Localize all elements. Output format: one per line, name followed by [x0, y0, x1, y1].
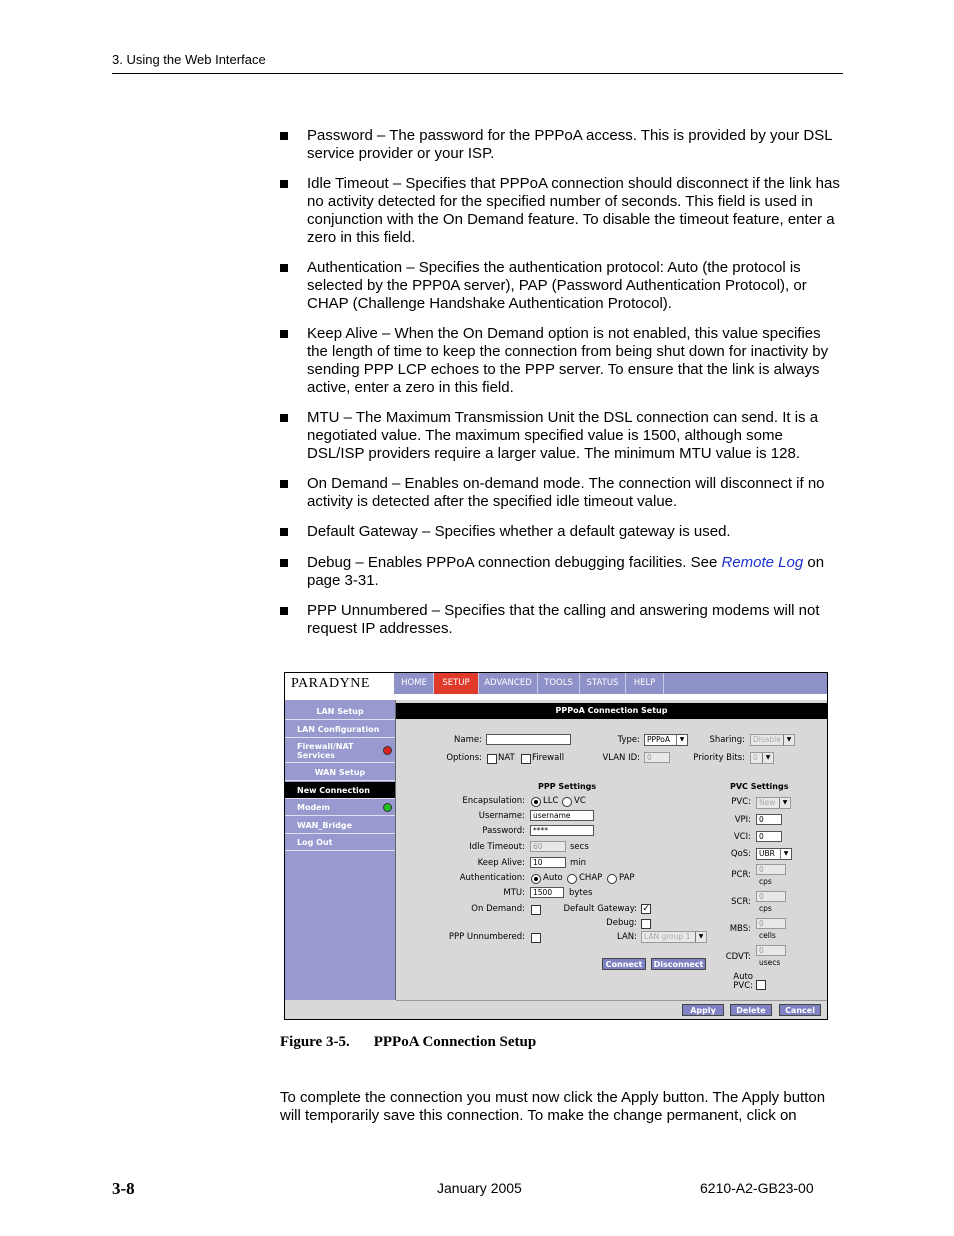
nat-checkbox[interactable]: [487, 754, 497, 764]
sidebar-item-lan-setup[interactable]: LAN Setup: [285, 703, 395, 720]
sidebar-item-firewall-nat[interactable]: Firewall/NAT Services: [285, 739, 395, 763]
sidebar-item-wan-setup[interactable]: WAN Setup: [285, 764, 395, 781]
lan-select[interactable]: LAN group 1 ▼: [641, 931, 707, 943]
type-select[interactable]: PPPoA ▼: [644, 734, 688, 746]
sidebar: [285, 700, 396, 1000]
bullet-square-icon: [280, 414, 288, 422]
sidebar-item-wan-bridge[interactable]: WAN_Bridge: [285, 817, 395, 834]
default-gateway-label: Default Gateway:: [563, 904, 637, 914]
bullet-on-demand: On Demand – Enables on-demand mode. The connection will disconnect if no activity is detected after the specified idle timeout value.: [280, 475, 840, 511]
ppp-settings-heading: PPP Settings: [538, 782, 597, 791]
bullet-square-icon: [280, 330, 288, 338]
username-field[interactable]: username: [530, 810, 594, 821]
bullet-idle-timeout: Idle Timeout – Specifies that PPPoA connection should disconnect if the link has no activity detected for the specified number of seconds. This field is used in conjunction with the On Demand feature. To disable the timeout feature, enter a zero in this field.: [280, 175, 840, 247]
sharing-label: Sharing:: [709, 735, 745, 745]
idle-timeout-field[interactable]: 60: [530, 841, 566, 852]
pvc-settings-heading: PVC Settings: [730, 782, 789, 791]
min-unit: min: [570, 858, 587, 868]
bullet-authentication: Authentication – Specifies the authentication protocol: Auto (the protocol is selected by the PPP0A server), PAP (Password Authentication Protocol), or CHAP (Challenge Handshake Authentication Protocol).: [280, 259, 840, 313]
cdvt-label: CDVT:: [725, 952, 751, 962]
figure-caption: Figure 3-5. PPPoA Connection Setup: [280, 1034, 537, 1050]
vpi-field[interactable]: 0: [756, 814, 782, 825]
authentication-label: Authentication:: [459, 873, 525, 883]
type-label: Type:: [617, 735, 640, 745]
sidebar-item-modem[interactable]: Modem: [285, 799, 395, 816]
chevron-down-icon: ▼: [783, 735, 794, 745]
pvc-label: PVC:: [731, 797, 751, 807]
chevron-down-icon: ▼: [695, 932, 706, 942]
header-rule: [112, 73, 843, 74]
bullet-password: Password – The password for the PPPoA access. This is provided by your DSL service provider or your ISP.: [280, 127, 840, 163]
cdvt-unit: usecs: [759, 958, 781, 967]
bytes-unit: bytes: [569, 888, 593, 898]
page-number: 3-8: [112, 1179, 135, 1198]
scr-field[interactable]: 0: [756, 891, 786, 902]
bullet-keep-alive: Keep Alive – When the On Demand option is not enabled, this value specifies the length of time to keep the connection from being shut down for inactivity by sending PPP LCP echoes to the PPP server. To ensure that the link is always active, enter a zero in this field.: [280, 325, 840, 397]
idle-timeout-label: Idle Timeout:: [469, 842, 525, 852]
tab-advanced[interactable]: ADVANCED: [479, 673, 538, 694]
vlan-label: VLAN ID:: [602, 753, 640, 763]
sharing-select[interactable]: Disable ▼: [750, 734, 795, 746]
debug-checkbox[interactable]: [641, 919, 651, 929]
debug-label: Debug:: [606, 918, 637, 928]
auth-chap-label: CHAP: [579, 873, 603, 883]
auth-pap-radio[interactable]: [607, 874, 617, 884]
scr-label: SCR:: [731, 897, 751, 907]
disconnect-button[interactable]: Disconnect: [651, 958, 706, 970]
tab-status[interactable]: STATUS: [580, 673, 626, 694]
mbs-label: MBS:: [729, 924, 751, 934]
priority-select[interactable]: 0 ▼: [750, 752, 774, 764]
name-label: Name:: [454, 735, 482, 745]
pcr-label: PCR:: [731, 870, 751, 880]
bullet-square-icon: [280, 480, 288, 488]
username-label: Username:: [478, 811, 525, 821]
bullet-default-gateway: Default Gateway – Specifies whether a default gateway is used.: [280, 523, 840, 541]
top-nav-bar: [285, 673, 827, 694]
mtu-field[interactable]: 1500: [530, 887, 564, 898]
bullet-mtu: MTU – The Maximum Transmission Unit the DSL connection can send. It is a negotiated value. The maximum specified value is 1500, although some DSL/ISP providers require a larger value. The minimum MTU value is 128.: [280, 409, 840, 463]
keep-alive-field[interactable]: 10: [530, 857, 566, 868]
ppp-unnumbered-checkbox[interactable]: [531, 933, 541, 943]
chevron-down-icon: ▼: [676, 735, 687, 745]
pcr-unit: cps: [759, 877, 772, 886]
mtu-label: MTU:: [503, 888, 525, 898]
options-label: Options:: [446, 753, 482, 763]
priority-label: Priority Bits:: [693, 753, 745, 763]
mbs-unit: cells: [759, 931, 776, 940]
vc-radio[interactable]: [562, 797, 572, 807]
vci-field[interactable]: 0: [756, 831, 782, 842]
bullet-square-icon: [280, 528, 288, 536]
tab-help[interactable]: HELP: [626, 673, 664, 694]
vc-label: VC: [574, 796, 586, 806]
bullet-square-icon: [280, 180, 288, 188]
llc-radio[interactable]: [531, 797, 541, 807]
auth-auto-radio[interactable]: [531, 874, 541, 884]
nat-label: NAT: [498, 753, 515, 763]
encapsulation-label: Encapsulation:: [462, 796, 525, 806]
footer-date: January 2005: [437, 1180, 522, 1196]
cdvt-field[interactable]: 0: [756, 945, 786, 956]
lan-label: LAN:: [617, 932, 637, 942]
paradyne-logo: PARADYNE: [285, 673, 394, 694]
chevron-down-icon: ▼: [779, 798, 790, 808]
chevron-down-icon: ▼: [762, 753, 773, 763]
status-green-icon: [383, 803, 392, 812]
scr-unit: cps: [759, 904, 772, 913]
pppoa-screenshot: [284, 672, 828, 1020]
delete-button[interactable]: Delete: [730, 1004, 772, 1016]
vlan-field[interactable]: 0: [644, 752, 670, 763]
footer-doc-number: 6210-A2-GB23-00: [700, 1180, 814, 1196]
keep-alive-label: Keep Alive:: [477, 858, 525, 868]
vci-label: VCI:: [733, 832, 751, 842]
body-paragraph: To complete the connection you must now click the Apply button. The Apply button will temporarily save this connection. To make the change permanent, click on: [280, 1089, 826, 1124]
pcr-field[interactable]: 0: [756, 864, 786, 875]
auth-pap-label: PAP: [619, 873, 635, 883]
running-header: 3. Using the Web Interface: [112, 52, 266, 67]
bullet-debug: Debug – Enables PPPoA connection debugging facilities. See Remote Log on page 3-31.: [280, 554, 840, 590]
sidebar-item-lan-configuration[interactable]: LAN Configuration: [285, 721, 395, 738]
on-demand-label: On Demand:: [471, 904, 525, 914]
ppp-unnumbered-label: PPP Unnumbered:: [448, 932, 525, 942]
firewall-checkbox[interactable]: [521, 754, 531, 764]
default-gateway-checkbox[interactable]: ✓: [642, 904, 650, 914]
bullet-ppp-unnumbered: PPP Unnumbered – Specifies that the calling and answering modems will not request IP addresses.: [280, 602, 840, 638]
pvc-select[interactable]: New ▼: [756, 797, 791, 809]
password-label: Password:: [482, 826, 525, 836]
secs-unit: secs: [570, 842, 589, 852]
qos-select[interactable]: UBR ▼: [756, 848, 792, 860]
llc-label: LLC: [543, 796, 559, 806]
password-field[interactable]: ****: [530, 825, 594, 836]
qos-label: QoS:: [730, 849, 751, 859]
auth-auto-label: Auto: [543, 873, 563, 883]
bullet-square-icon: [280, 264, 288, 272]
panel-title: PPPoA Connection Setup: [396, 703, 827, 719]
bullet-square-icon: [280, 559, 288, 567]
sidebar-item-new-connection[interactable]: New Connection: [285, 782, 395, 799]
sidebar-item-log-out[interactable]: Log Out: [285, 834, 395, 851]
cancel-button[interactable]: Cancel: [779, 1004, 821, 1016]
bullet-square-icon: [280, 132, 288, 140]
action-bar: [396, 1000, 827, 1020]
chevron-down-icon: ▼: [780, 849, 791, 859]
name-field[interactable]: [486, 734, 571, 745]
bullet-square-icon: [280, 607, 288, 615]
on-demand-checkbox[interactable]: [531, 905, 541, 915]
mbs-field[interactable]: 0: [756, 918, 786, 929]
tab-home[interactable]: HOME: [395, 673, 434, 694]
status-red-icon: [383, 746, 392, 755]
remote-log-link[interactable]: Remote Log: [721, 554, 804, 571]
apply-button[interactable]: Apply: [682, 1004, 724, 1016]
firewall-label: Firewall: [532, 753, 565, 763]
vpi-label: VPI:: [734, 815, 751, 825]
auto-pvc-checkbox[interactable]: [756, 980, 766, 990]
connect-button[interactable]: Connect: [602, 958, 646, 970]
tab-tools[interactable]: TOOLS: [538, 673, 580, 694]
auth-chap-radio[interactable]: [567, 874, 577, 884]
auto-pvc-label: Auto PVC:: [733, 972, 753, 991]
tab-setup[interactable]: SETUP: [434, 673, 479, 694]
